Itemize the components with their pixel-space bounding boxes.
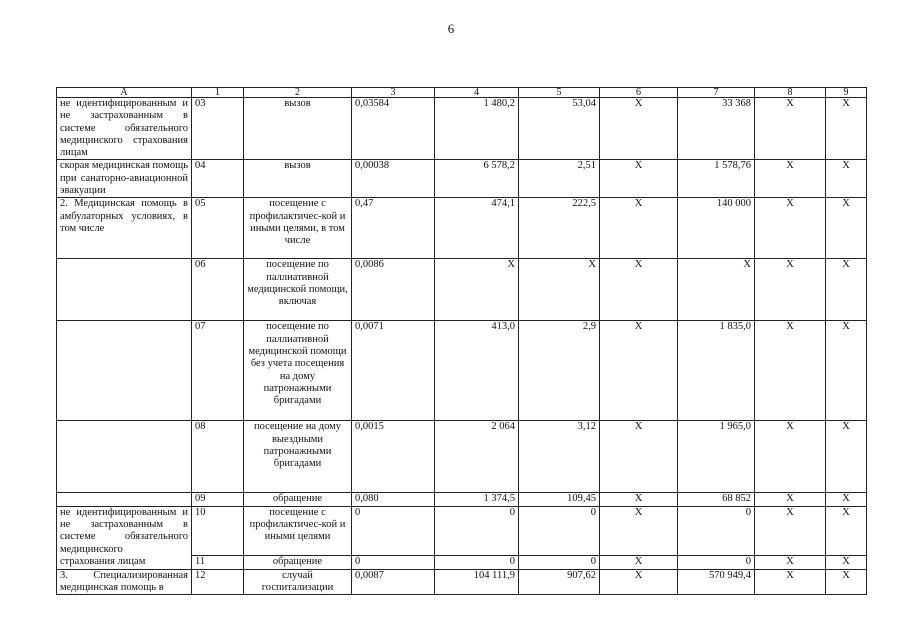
value-cell: 222,5 (519, 198, 600, 259)
row-code: 10 (192, 506, 244, 556)
value-cell: 0 (352, 556, 435, 569)
row-code: 03 (192, 98, 244, 160)
value-cell: 0,00038 (352, 160, 435, 198)
unit-cell: обращение (244, 493, 352, 506)
value-cell: Х (600, 321, 678, 421)
value-cell: 53,04 (519, 98, 600, 160)
row-label: 2. Медицинская помощь в амбулаторных условиях, в том числе (57, 198, 192, 259)
value-cell: Х (755, 198, 826, 259)
value-cell: Х (435, 259, 519, 321)
value-cell: Х (600, 556, 678, 569)
value-cell: 0 (678, 556, 755, 569)
unit-cell: посещение с профилактичес-кой и иными целями, в том числе (244, 198, 352, 259)
value-cell: Х (826, 493, 867, 506)
value-cell: 413,0 (435, 321, 519, 421)
table-row (57, 160, 867, 198)
value-cell: 2,9 (519, 321, 600, 421)
value-cell: Х (755, 321, 826, 421)
column-header-9: 9 (826, 88, 867, 98)
table-row (57, 506, 867, 556)
table-row (57, 569, 867, 595)
value-cell: Х (826, 160, 867, 198)
value-cell: Х (826, 98, 867, 160)
value-cell: Х (678, 259, 755, 321)
value-cell: Х (519, 259, 600, 321)
value-cell: Х (600, 493, 678, 506)
column-header-4: 4 (435, 88, 519, 98)
value-cell: 0 (435, 556, 519, 569)
value-cell: Х (600, 569, 678, 595)
value-cell: Х (600, 506, 678, 556)
value-cell: 1 374,5 (435, 493, 519, 506)
table-row (57, 259, 867, 321)
value-cell: 0 (519, 556, 600, 569)
value-cell: 68 852 (678, 493, 755, 506)
row-label: 3. Специализированная медицинская помощь в (57, 569, 192, 595)
row-code: 04 (192, 160, 244, 198)
value-cell: 2 064 (435, 421, 519, 493)
value-cell: Х (755, 556, 826, 569)
unit-cell: посещение с профилактичес-кой и иными целями (244, 506, 352, 556)
value-cell: 1 578,76 (678, 160, 755, 198)
value-cell: 1 480,2 (435, 98, 519, 160)
row-code: 06 (192, 259, 244, 321)
value-cell: 474,1 (435, 198, 519, 259)
unit-cell: вызов (244, 98, 352, 160)
value-cell: Х (755, 98, 826, 160)
row-code: 11 (192, 556, 244, 569)
table-row (57, 493, 867, 506)
value-cell: Х (826, 259, 867, 321)
value-cell: 0,03584 (352, 98, 435, 160)
column-header-6: 6 (600, 88, 678, 98)
value-cell: Х (755, 259, 826, 321)
unit-cell: обращение (244, 556, 352, 569)
value-cell: 570 949,4 (678, 569, 755, 595)
table-row (57, 556, 867, 569)
row-code: 07 (192, 321, 244, 421)
row-code: 09 (192, 493, 244, 506)
table-row (57, 198, 867, 259)
unit-cell: посещение на дому выездными патронажными бригадами (244, 421, 352, 493)
value-cell: Х (826, 569, 867, 595)
table-row (57, 98, 867, 160)
column-header-a: А (57, 88, 192, 98)
value-cell: 0 (519, 506, 600, 556)
unit-cell: вызов (244, 160, 352, 198)
value-cell: 104 111,9 (435, 569, 519, 595)
column-header-8: 8 (755, 88, 826, 98)
page-number: 6 (447, 21, 455, 36)
column-header-5: 5 (519, 88, 600, 98)
value-cell: 1 965,0 (678, 421, 755, 493)
value-cell: Х (755, 569, 826, 595)
value-cell: Х (826, 421, 867, 493)
row-code: 12 (192, 569, 244, 595)
value-cell: 0 (435, 506, 519, 556)
row-label-continued (57, 421, 192, 493)
column-header-2: 2 (244, 88, 352, 98)
row-label: не идентифицированным и не застрахованным в системе обязательного медицинского (57, 506, 192, 556)
table-row (57, 421, 867, 493)
row-code: 08 (192, 421, 244, 493)
value-cell: 1 835,0 (678, 321, 755, 421)
row-label-continued (57, 493, 192, 506)
value-cell: Х (826, 198, 867, 259)
value-cell: Х (600, 98, 678, 160)
row-label-continued (57, 259, 192, 321)
value-cell: 0 (352, 506, 435, 556)
unit-cell: посещение по паллиативной медицинской помощи, включая (244, 259, 352, 321)
value-cell: 3,12 (519, 421, 600, 493)
value-cell: Х (826, 321, 867, 421)
value-cell: 0,080 (352, 493, 435, 506)
value-cell: 109,45 (519, 493, 600, 506)
unit-cell: посещение по паллиативной медицинской помощи без учета посещения на дому патронажными бригадами (244, 321, 352, 421)
value-cell: 33 368 (678, 98, 755, 160)
row-label-continued (57, 321, 192, 421)
value-cell: 2,51 (519, 160, 600, 198)
value-cell: Х (826, 506, 867, 556)
value-cell: Х (600, 160, 678, 198)
column-header-1: 1 (192, 88, 244, 98)
value-cell: Х (755, 493, 826, 506)
value-cell: 0,47 (352, 198, 435, 259)
table-row (57, 321, 867, 421)
header-row (57, 88, 867, 98)
column-header-7: 7 (678, 88, 755, 98)
value-cell: Х (600, 198, 678, 259)
row-label: страхования лицам (57, 556, 192, 569)
value-cell: Х (826, 556, 867, 569)
value-cell: 0,0087 (352, 569, 435, 595)
value-cell: 140 000 (678, 198, 755, 259)
value-cell: 0,0015 (352, 421, 435, 493)
column-header-3: 3 (352, 88, 435, 98)
value-cell: 0 (678, 506, 755, 556)
value-cell: 6 578,2 (435, 160, 519, 198)
value-cell: 0,0071 (352, 321, 435, 421)
row-code: 05 (192, 198, 244, 259)
medical-care-table (56, 87, 867, 595)
unit-cell: случай госпитализации (244, 569, 352, 595)
row-label: не идентифицированным и не застрахованным в системе обязательного медицинского страхования лицам (57, 98, 192, 160)
value-cell: Х (755, 160, 826, 198)
value-cell: Х (755, 506, 826, 556)
value-cell: Х (600, 259, 678, 321)
row-label: скорая медицинская помощь при санаторно-авиационной эвакуации (57, 160, 192, 198)
value-cell: Х (755, 421, 826, 493)
value-cell: 907,62 (519, 569, 600, 595)
value-cell: 0,0086 (352, 259, 435, 321)
value-cell: Х (600, 421, 678, 493)
